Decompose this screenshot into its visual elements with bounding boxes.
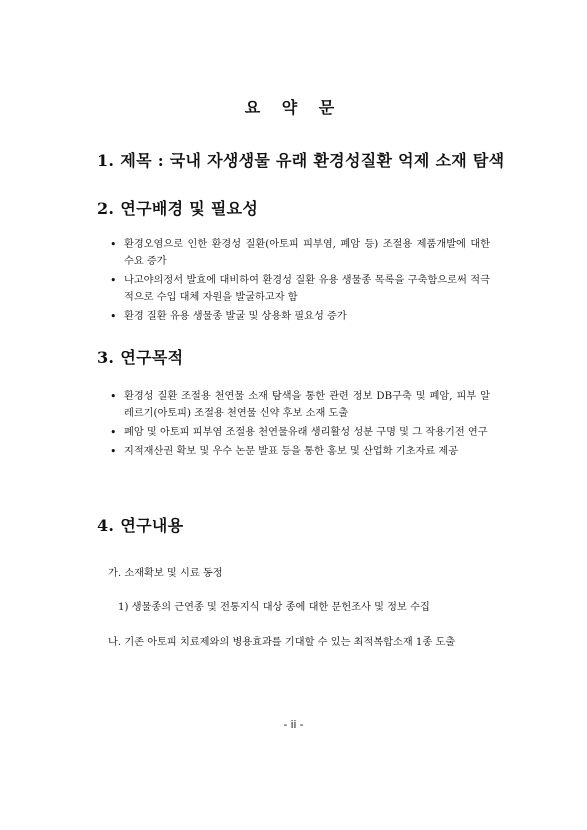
section-title: 연구내용 [120, 516, 184, 535]
section-title: 연구배경 및 필요성 [120, 199, 259, 218]
bullet-icon: • [110, 426, 117, 439]
list-item: • 환경 질환 유용 생물종 발굴 및 상용화 필요성 증가 [110, 310, 347, 323]
content-item-ga: 가. 소재확보 및 시료 동정 [108, 568, 223, 579]
list-item: • 지적재산권 확보 및 우수 논문 발표 등을 통한 홍보 및 산업화 기초자료 제공 [110, 445, 459, 458]
section-number: 4. [97, 516, 115, 535]
bullet-icon: • [110, 390, 117, 403]
bullet-icon: • [110, 310, 117, 323]
list-item: • 나고야의정서 발효에 대비하여 환경성 질환 유용 생물종 목록을 구축함으로써 적극적으로 수입 대체 자원을 발굴하고자 함 [110, 274, 490, 303]
bullet-icon: • [110, 445, 117, 458]
content-item-1: 1) 생물종의 근연종 및 전통지식 대상 종에 대한 문헌조사 및 정보 수집 [118, 602, 430, 613]
section-1-heading [97, 148, 504, 171]
section-4-heading [97, 513, 183, 536]
document-title: 요 약 문 [244, 98, 343, 117]
section-number: 2. [97, 199, 115, 218]
section-title: 제목 : 국내 자생생물 유래 환경성질환 억제 소재 탐색 [120, 151, 505, 170]
content-item-na: 나. 기존 아토피 치료제와의 병용효과를 기대할 수 있는 최적복합소재 1종 도출 [108, 637, 456, 648]
list-item: • 폐암 및 아토피 피부염 조절용 천연물유래 생리활성 성분 구명 및 그 작용기전 연구 [110, 426, 488, 439]
list-item: • 환경성 질환 조절용 천연물 소재 탐색을 통한 관련 정보 DB구축 및 폐암, 피부 알레르기(아토피) 조절용 천연물 신약 후보 소재 도출 [110, 390, 490, 419]
section-title: 연구목적 [120, 348, 184, 367]
section-3-bullet-list [110, 388, 490, 462]
section-number: 3. [97, 348, 115, 367]
section-3-heading [97, 345, 183, 368]
section-number: 1. [97, 151, 115, 170]
bullet-icon: • [110, 238, 117, 251]
section-2-bullet-list [110, 236, 490, 327]
page-number: - ii - [283, 719, 304, 731]
section-2-heading [97, 196, 258, 219]
list-item: • 환경오염으로 인한 환경성 질환(아토피 피부염, 폐암 등) 조절용 제품개발에 대한 수요 증가 [110, 238, 490, 267]
bullet-icon: • [110, 274, 117, 287]
